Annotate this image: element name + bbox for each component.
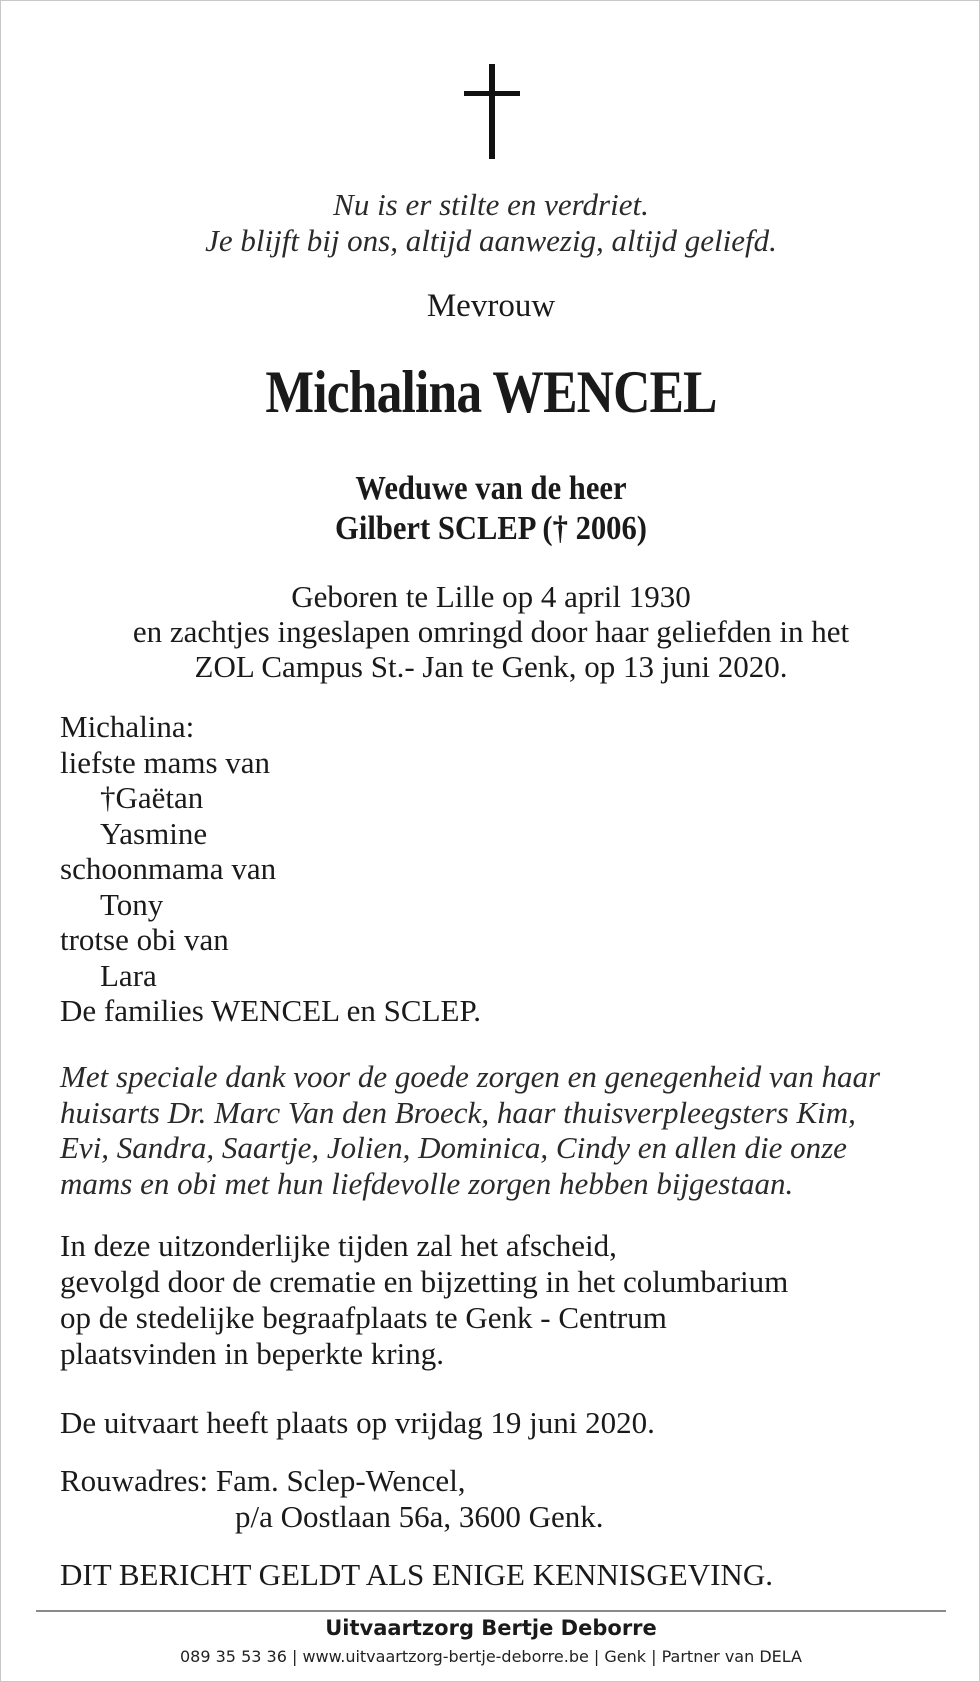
family-member: Lara (100, 957, 157, 993)
address-line: p/a Oostlaan 56a, 3600 Genk. (235, 1499, 604, 1534)
funeral-home-contact: 089 35 53 36 | www.uitvaartzorg-bertje-deborre.be | Genk | Partner van DELA (180, 1647, 802, 1666)
funeral-date: De uitvaart heeft plaats op vrijdag 19 juni 2020. (60, 1405, 655, 1440)
farewell-line: In deze uitzonderlijke tijden zal het afscheid, (60, 1228, 617, 1263)
thanks-line: mams en obi met hun liefdevolle zorgen hebben bijgestaan. (60, 1165, 794, 1201)
family-intro: Michalina: (60, 709, 195, 744)
families-line: De families WENCEL en SCLEP. (60, 993, 482, 1028)
farewell-line: op de stedelijke begraafplaats te Genk - Centrum (60, 1300, 667, 1335)
family-relation: schoonmama van (60, 851, 277, 886)
funeral-home-name: Uitvaartzorg Bertje Deborre (325, 1616, 657, 1640)
deceased-name: Michalina WENCEL (265, 359, 717, 425)
thanks-line: huisarts Dr. Marc Van den Broeck, haar thuisverpleegsters Kim, (60, 1094, 856, 1130)
family-member: Tony (100, 886, 164, 922)
mourning-address (60, 1463, 603, 1535)
farewell-line: plaatsvinden in beperkte kring. (60, 1336, 444, 1371)
poem-line: Nu is er stilte en verdriet. (333, 187, 649, 222)
footer-divider (36, 1610, 946, 1612)
family-list (60, 709, 481, 1029)
birth-line: Geboren te Lille op 4 april 1930 (291, 579, 691, 614)
farewell-line: gevolgd door de crematie en bijzetting in het columbarium (60, 1264, 789, 1299)
notice-line: DIT BERICHT GELDT ALS ENIGE KENNISGEVING. (60, 1557, 773, 1592)
poem-line: Je blijft bij ons, altijd aanwezig, altijd geliefd. (205, 223, 777, 258)
family-member: Yasmine (100, 815, 208, 851)
poem (1, 187, 980, 259)
thanks-line: Evi, Sandra, Saartje, Jolien, Dominica, Cindy en allen die onze (60, 1130, 847, 1165)
family-member: †Gaëtan (100, 780, 204, 815)
birth-death-info (1, 579, 980, 684)
death-line: en zachtjes ingeslapen omringd door haar geliefden in het (132, 614, 850, 649)
widow-line: Weduwe van de heer (355, 470, 627, 507)
family-relation: trotse obi van (60, 922, 229, 957)
cross-icon (464, 64, 520, 159)
family-relation: liefste mams van (60, 744, 271, 780)
farewell-paragraph (60, 1228, 940, 1372)
thanks-paragraph (60, 1059, 940, 1201)
address-line: Rouwadres: Fam. Sclep-Wencel, (60, 1463, 466, 1498)
honorific: Mevrouw (426, 288, 556, 324)
widow-of (50, 469, 932, 549)
spouse-name: Gilbert SCLEP († 2006) (335, 510, 647, 547)
thanks-line: Met speciale dank voor de goede zorgen en genegenheid van haar (60, 1059, 881, 1094)
death-place-line: ZOL Campus St.- Jan te Genk, op 13 juni 2020. (194, 649, 788, 684)
